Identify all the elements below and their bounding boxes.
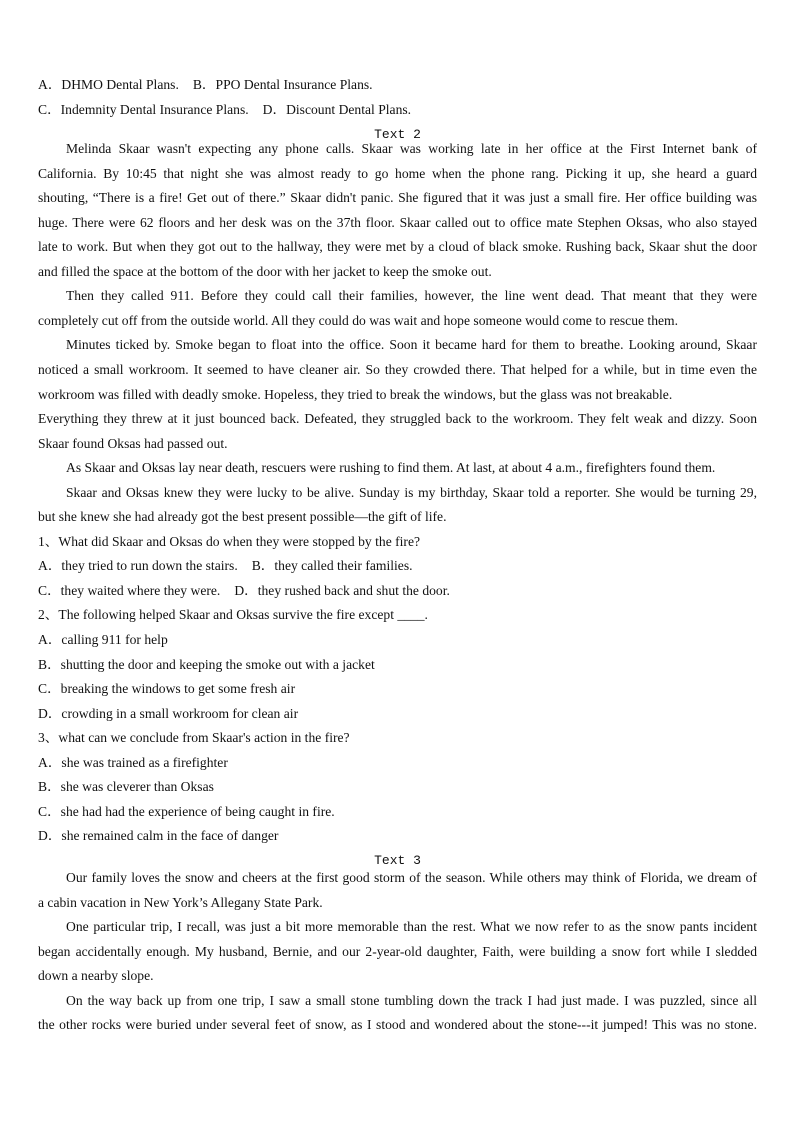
document-page	[38, 73, 757, 1038]
text-line: late to work. But when they got out to the hallway, they were met by a cloud of black smoke. Rushing back, Skaar shut the door	[38, 239, 757, 255]
text-line: workroom was filled with deadly smoke. Hopeless, they tried to break the windows, but the glass was not breakable.	[38, 386, 673, 402]
option-c: C．breaking the windows to get some fresh air	[38, 681, 296, 697]
text-line: and filled the space at the bottom of the door with her jacket to keep the smoke out.	[38, 263, 492, 279]
text-line: Everything they threw at it just bounced back. Defeated, they struggled back to the workroom. They felt weak and dizzy. Soon	[38, 411, 757, 427]
text-line: a cabin vacation in New York’s Allegany State Park.	[38, 894, 323, 910]
text-line: Minutes ticked by. Smoke began to float into the office. Soon it became hard for them to breathe. Looking around, Skaar	[66, 337, 757, 353]
text-line: huge. There were 62 floors and her desk was on the 37th floor. Skaar called out to office mate Stephen Oksas, who also stayed	[38, 214, 757, 230]
option-c: C．Indemnity Dental Insurance Plans.	[38, 101, 249, 117]
option-a: A．she was trained as a firefighter	[38, 754, 228, 770]
text-line: As Skaar and Oksas lay near death, rescuers were rushing to find them. At last, at about 4 a.m., firefighters found them.	[66, 460, 716, 476]
option-line	[38, 98, 757, 123]
text-line: Skaar and Oksas knew they were lucky to be alive. Sunday is my birthday, Skaar told a reporter. She would be turning 29,	[66, 484, 757, 500]
text-line: Our family loves the snow and cheers at the first good storm of the season. While others may think of Florida, we dream of	[66, 869, 757, 885]
option-line	[38, 73, 757, 98]
option-c: C．they waited where they were.	[38, 582, 221, 598]
option-a: A．calling 911 for help	[38, 632, 168, 648]
text-line: noticed a small workroom. It seemed to have cleaner air. So they crowded there. That helped for a while, but in time even the	[38, 362, 757, 378]
question-stem: 3、what can we conclude from Skaar's action in the fire?	[38, 730, 350, 746]
text-line: the other rocks were buried under several feet of snow, as I stood and wondered about the stone---it jumped! This was no stone.	[38, 1017, 757, 1033]
section-heading-text3: Text 3	[374, 852, 421, 868]
text-line: Skaar found Oksas had passed out.	[38, 435, 228, 451]
option-a: A．they tried to run down the stairs.	[38, 558, 238, 574]
question-stem: 1、What did Skaar and Oksas do when they were stopped by the fire?	[38, 533, 421, 549]
option-b: B．PPO Dental Insurance Plans.	[192, 77, 373, 92]
option-line	[38, 554, 757, 579]
option-a: A．DHMO Dental Plans.	[38, 77, 179, 92]
text-line: completely cut off from the outside world. All they could do was wait and hope someone would come to rescue them.	[38, 312, 679, 328]
text-line: One particular trip, I recall, was just a bit more memorable than the rest. What we now refer to as the snow pants incident	[66, 919, 757, 935]
section-heading-text2: Text 2	[374, 127, 421, 143]
text-line: On the way back up from one trip, I saw a small stone tumbling down the track I had just made. I was puzzled, since all	[66, 992, 757, 1008]
option-c: C．she had had the experience of being caught in fire.	[38, 803, 335, 819]
option-b: B．she was cleverer than Oksas	[38, 779, 214, 795]
text-line: Then they called 911. Before they could call their families, however, the line went dead. That meant that they were	[66, 288, 757, 304]
option-d: D．she remained calm in the face of danger	[38, 828, 279, 844]
text-line: down a nearby slope.	[38, 968, 154, 984]
text-line: but she knew she had already got the best present possible—the gift of life.	[38, 509, 447, 525]
text-line: California. By 10:45 that night she was almost ready to go home when the phone rang. Picking it up, she heard a guard	[38, 165, 757, 181]
text-line: began accidentally enough. My husband, Bernie, and our 2-year-old daughter, Faith, were building a snow fort while I sledded	[38, 943, 757, 959]
option-d: D．they rushed back and shut the door.	[234, 582, 450, 598]
option-d: D．crowding in a small workroom for clean air	[38, 705, 299, 721]
text-line: Melinda Skaar wasn't expecting any phone calls. Skaar was working late in her office at the First Internet bank of	[66, 141, 757, 157]
question-stem: 2、The following helped Skaar and Oksas survive the fire except ____.	[38, 607, 428, 623]
option-d: D．Discount Dental Plans.	[262, 101, 412, 117]
text-line: shouting, “There is a fire! Get out of there.” Skaar didn't panic. She figured that it was just a small fire. Her office building was	[38, 190, 757, 206]
option-b: B．shutting the door and keeping the smoke out with a jacket	[38, 656, 375, 672]
option-b: B．they called their families.	[251, 558, 413, 574]
option-line	[38, 579, 757, 604]
